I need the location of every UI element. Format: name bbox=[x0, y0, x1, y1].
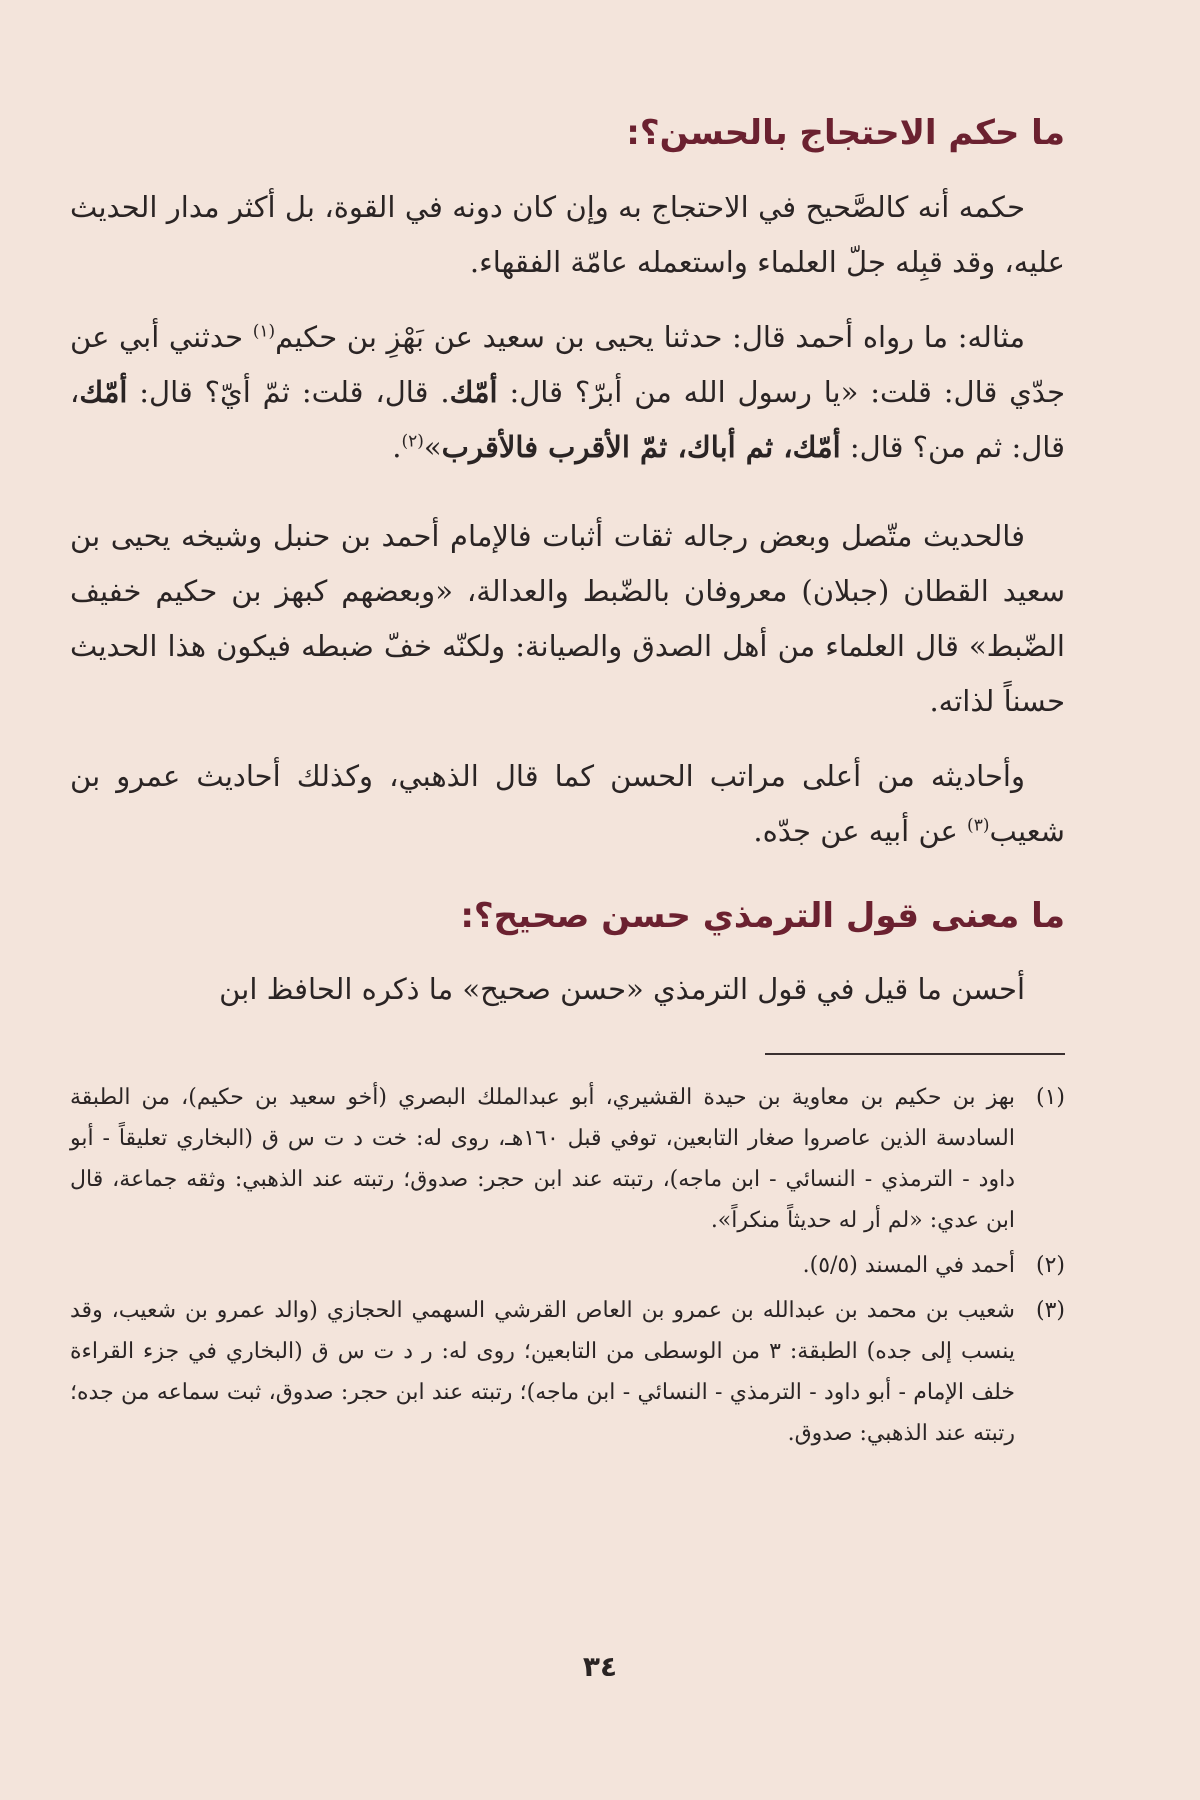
footnote-number: (٣) bbox=[1035, 1298, 1065, 1324]
section-heading-hasan-ruling: ما حكم الاحتجاج بالحسن؟: bbox=[626, 113, 1065, 153]
example-bold-2: أمّك bbox=[79, 374, 128, 409]
paragraph-ranks bbox=[70, 749, 1065, 859]
page-number: ٣٤ bbox=[582, 1650, 618, 1683]
section-heading-tirmidhi: ما معنى قول الترمذي حسن صحيح؟: bbox=[460, 895, 1065, 936]
footnote-1 bbox=[70, 1077, 1065, 1241]
footnote-ref-1[interactable]: (١) bbox=[252, 320, 276, 341]
footnote-text: أحمد في المسند (٥/٥). bbox=[802, 1253, 1015, 1279]
paragraph-ruling: حكمه أنه كالصَّحيح في الاحتجاج به وإن كان دونه في القوة، بل أكثر مدار الحديث عليه، وقد قبِله جلّ العلماء واستعمله عامّة الفقهاء. bbox=[70, 189, 1065, 279]
footnote-2 bbox=[70, 1245, 1065, 1286]
footnote-ref-2[interactable]: (٢) bbox=[401, 430, 424, 451]
example-bold-3: أمّك، ثم أباك، ثمّ الأقرب فالأقرب bbox=[441, 429, 841, 464]
paragraph-analysis: فالحديث متّصل وبعض رجاله ثقات أثبات فالإمام أحمد بن حنبل وشيخه يحيى بن سعيد القطان (جبلان) معروفان بالضّبط والعدالة، «وبعضهم كبهز بن حكيم خفيف الضّبط» قال العلماء من أهل الصدق والصيانة: ولكنّه خفّ ضبطه فيكون هذا الحديث حسناً لذاته. bbox=[70, 518, 1065, 718]
ranks-text-1: وأحاديثه من أعلى مراتب الحسن كما قال الذهبي، وكذلك أحاديث عمرو بن شعيب bbox=[70, 758, 1065, 848]
ranks-text-2: عن أبيه عن جدّه. bbox=[753, 813, 968, 848]
paragraph-example bbox=[70, 310, 1065, 475]
example-text-4: ، قال: ثم من؟ قال: bbox=[70, 374, 1065, 464]
footnote-3 bbox=[70, 1290, 1065, 1454]
example-text-1: مثاله: ما رواه أحمد قال: حدثنا يحيى بن سعيد عن بَهْزِ بن حكيم bbox=[275, 319, 1025, 354]
footnote-text: بهز بن حكيم بن معاوية بن حيدة القشيري، أبو عبدالملك البصري (أخو سعيد بن حكيم)، من الطبقة السادسة الذين عاصروا صغار التابعين، توفي قبل ١٦٠هـ، روى له: خت د ت س ق (البخاري تعليقاً - أبو داود - الترمذي - النسائي - ابن ماجه)، رتبته عند ابن حجر: صدوق؛ رتبته عند الذهبي: وثقه جماعة، قال ابن عدي: «لم أر له حديثاً منكراً». bbox=[70, 1085, 1015, 1234]
footnotes-divider bbox=[765, 1053, 1065, 1055]
footnote-ref-3[interactable]: (٣) bbox=[967, 814, 990, 835]
paragraph-tirmidhi: أحسن ما قيل في قول الترمذي «حسن صحيح» ما ذكره الحافظ ابن bbox=[219, 972, 1025, 1007]
footnote-text: شعيب بن محمد بن عبدالله بن عمرو بن العاص القرشي السهمي الحجازي (والد عمرو بن شعيب، وقد ينسب إلى جده) الطبقة: ٣ من الوسطى من التابعين؛ روى له: ر د ت س ق (البخاري في جزء القراءة خلف الإمام - أبو داود - الترمذي - النسائي - ابن ماجه)؛ رتبته عند ابن حجر: صدوق، ثبت سماعه من جده؛ رتبته عند الذهبي: صدوق. bbox=[70, 1298, 1015, 1447]
footnotes bbox=[70, 1077, 1065, 1454]
footnote-number: (١) bbox=[1035, 1085, 1065, 1111]
example-bold-1: أمّك bbox=[449, 374, 498, 409]
example-text-6: . bbox=[392, 429, 402, 464]
footnote-number: (٢) bbox=[1035, 1253, 1065, 1279]
example-text-2: حدثني أبي عن جدّي قال: قلت: «يا رسول الله من أبرّ؟ قال: bbox=[70, 319, 1065, 409]
example-text-5: » bbox=[423, 429, 442, 464]
example-text-3: . قال، قلت: ثمّ أيّ؟ قال: bbox=[127, 374, 450, 409]
